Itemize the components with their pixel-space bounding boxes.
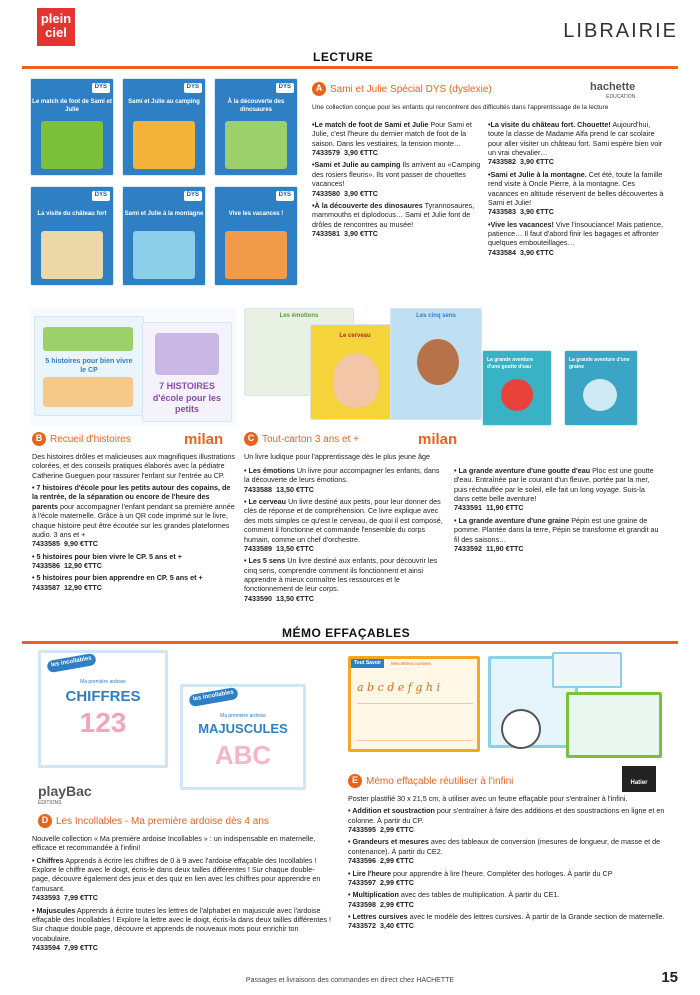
product-item — [32, 856, 332, 903]
product-name: •Le match de foot de Sami et Julie — [312, 120, 429, 129]
product-price: 3,90 €TTC — [519, 247, 554, 257]
book-cover-title: Les cinq sens — [416, 313, 456, 319]
section-c-col1 — [244, 466, 444, 606]
incollables-badge: les incollables — [188, 687, 238, 707]
poster-cursive — [348, 656, 480, 752]
clock-illustration — [501, 709, 541, 749]
product-price: 7,99 €TTC — [63, 893, 98, 903]
product-ref: 7433585 — [32, 539, 60, 549]
book-cover-title: Le match de foot de Sami et Julie — [32, 99, 112, 113]
tout-carton-covers — [244, 308, 662, 428]
product-price: 3,90 €TTC — [519, 207, 554, 217]
section-e-title: Mémo effaçable réutiliser à l'infini — [366, 775, 514, 787]
section-c-heading — [244, 432, 359, 446]
book-cover-title: La grande aventure d'une graine — [569, 357, 630, 370]
product-desc: pour s'entraîner à faire des additions et des soustractions en ligne et en colonne. À partir du CP. — [348, 806, 665, 825]
page-title: LIBRAIRIE — [563, 20, 678, 42]
product-ref: 7433598 — [348, 899, 376, 909]
product-price: 13,50 €TTC — [275, 484, 314, 494]
product-item — [312, 201, 482, 238]
product-item — [244, 466, 444, 494]
publisher-logo-milan: milan — [184, 431, 224, 448]
section-d-title: Les Incollables - Ma première ardoise dès 4 ans — [56, 815, 269, 827]
product-ref: 7433581 — [312, 228, 340, 238]
product-item — [348, 890, 666, 909]
book-cover-title: Sami et Julie à la montagne — [124, 211, 204, 217]
product-name: • Lire l'heure — [348, 868, 391, 878]
section-letter: C — [244, 432, 258, 446]
publisher-logo-hachette — [590, 80, 635, 101]
product-item — [348, 806, 666, 834]
cover-subtitle: Ma première ardoise — [220, 713, 266, 719]
product-desc: Ils arrivent au «Camping des rosiers fleuris». Ils vont passer de chouettes vacances! — [312, 160, 481, 189]
book-cover-a6 — [214, 186, 298, 286]
publisher-logo-playbac — [38, 782, 92, 807]
product-ref: 7433590 — [244, 593, 272, 603]
section-b-heading — [32, 432, 131, 446]
playbac-sub: ÉDITIONS — [38, 800, 62, 807]
product-item — [348, 912, 666, 931]
product-desc: Apprends à écrire toutes les lettres de l'alphabet en majuscule avec l'ardoise effaçable des Incollables ! Explore la lettre avec le doigt, écris-la dans deux tailles différentes ! Sur chaque double page, découvre et apprends de nouveaux mots pour enrichir ton vocabulaire. — [32, 905, 331, 943]
brand-logo-line1: plein — [40, 11, 72, 26]
publisher-logo-milan: milan — [418, 431, 458, 448]
book-cover-a1 — [30, 78, 114, 176]
cover-illustration — [501, 379, 533, 411]
poster-banner: Tout Savoir — [351, 659, 384, 668]
product-name: • Chiffres — [32, 855, 64, 865]
product-item — [312, 120, 482, 157]
product-name: • La grande aventure d'une goutte d'eau — [454, 466, 591, 475]
poster-addition — [552, 652, 622, 688]
cover-illustration — [225, 121, 287, 169]
section-letter: B — [32, 432, 46, 446]
product-price: 11,90 €TTC — [485, 503, 524, 513]
product-ref: 7433582 — [488, 157, 516, 167]
product-desc: avec le modèle des lettres cursives. À partir de la Grande section de maternelle. — [407, 911, 665, 921]
product-desc: pour accompagner l'enfant pendant sa première année à l'école maternelle. Grâce à un QR code imprimé sur le livre, chaque histoire peut être écoutée sur les grandes plateformes audio. 3 ans et + — [32, 501, 235, 539]
product-name: • Multiplication — [348, 890, 399, 900]
cover-illustration — [133, 121, 195, 169]
dys-badge: DYS — [92, 191, 110, 201]
section-divider — [22, 66, 678, 69]
section-c-col2 — [454, 466, 660, 556]
product-price: 2,99 €TTC — [379, 856, 414, 866]
product-item — [32, 573, 236, 592]
cover-illustration — [155, 333, 219, 375]
section-a-title: Sami et Julie Spécial DYS (dyslexie) — [330, 83, 492, 95]
product-name: •La visite du château fort. Chouette! — [488, 120, 611, 129]
section-b-title: Recueil d'histoires — [50, 433, 131, 445]
book-cover-title: La visite du château fort — [37, 211, 107, 217]
memo-posters — [348, 652, 678, 762]
book-cover-a2 — [122, 78, 206, 176]
dys-badge: DYS — [276, 191, 294, 201]
section-b-text — [32, 452, 236, 595]
product-ref: 7433572 — [348, 921, 376, 931]
section-title-lecture: LECTURE — [313, 50, 374, 64]
brand-logo — [37, 8, 75, 46]
book-cover-title: La grande aventure d'une goutte d'eau — [487, 357, 534, 370]
writing-lines — [357, 703, 473, 741]
product-ref: 7433584 — [488, 247, 516, 257]
product-price: 3,90 €TTC — [343, 228, 378, 238]
product-desc: Apprends à écrire les chiffres de 0 à 9 avec l'ardoise effaçable des Incollables ! Explore le chiffre avec le doigt, écris-le dans deux tailles différentes ! Sur chaque double-page, découvre également des jeux et des quiz en lien avec les chiffres pour apprendre en t'amusant. — [32, 855, 321, 893]
product-price: 13,50 €TTC — [275, 593, 314, 603]
cover-letters: ABC — [214, 740, 272, 770]
product-ref: 7433596 — [348, 856, 376, 866]
product-ref: 7433591 — [454, 503, 482, 513]
book-cover-c2 — [310, 324, 400, 420]
cover-illustration — [43, 327, 133, 351]
product-item — [32, 906, 332, 953]
product-desc: Vive l'insouciance! Mais patience, patience… Il faut d'abord finir les bagages et affronter quelques embouteillages… — [488, 219, 664, 248]
product-name: •Sami et Julie au camping — [312, 160, 401, 170]
cover-numbers: 123 — [79, 707, 127, 738]
book-cover-title: Sami et Julie au camping — [128, 99, 200, 105]
product-price: 2,99 €TTC — [379, 877, 414, 887]
cover-illustration — [43, 377, 133, 407]
product-item — [32, 552, 236, 571]
section-a-col2 — [488, 120, 664, 260]
product-desc: Ploc est une goutte d'eau. Entraînée par le courant d'un fleuve, portée par la mer, puis réchauffée par le soleil, elle fait un long voyage. Suis-la dans cette belle aventure! — [454, 466, 654, 504]
cover-main-title: CHIFFRES — [65, 688, 141, 705]
book-cover-b2 — [142, 322, 232, 422]
book-cover-d2 — [180, 684, 306, 790]
product-price: 13,50 €TTC — [275, 543, 314, 553]
book-cover-title: À la découverte des dinosaures — [227, 99, 285, 113]
book-cover-title: Le cerveau — [339, 333, 371, 339]
hachette-name: hachette — [590, 81, 636, 93]
publisher-logo-hatier: Hatier — [622, 766, 656, 792]
cover-main-title: MAJUSCULES — [198, 721, 288, 736]
section-d-heading — [38, 814, 269, 828]
dys-badge: DYS — [184, 191, 202, 201]
product-price: 3,40 €TTC — [379, 921, 414, 931]
section-a-heading — [312, 82, 492, 96]
cover-illustration — [133, 231, 195, 279]
book-cover-c5 — [564, 350, 638, 426]
book-cover-c3 — [390, 308, 482, 420]
section-a-col1 — [312, 120, 482, 241]
section-letter: A — [312, 82, 326, 96]
section-title-memo: MÉMO EFFAÇABLES — [282, 626, 411, 640]
product-price: 3,90 €TTC — [343, 188, 378, 198]
product-item — [348, 869, 666, 888]
footer-note: Passages et livraisons des commandes en direct chez HACHETTE — [245, 976, 455, 984]
product-item — [244, 556, 444, 603]
product-item — [454, 466, 660, 513]
product-ref: 7433587 — [32, 582, 60, 592]
product-name: • 5 histoires pour bien vivre le CP. 5 ans et + — [32, 551, 182, 561]
product-desc: Pour Sami et Julie, c'est l'heure du dernier match de foot de la saison. Dans les vestiaires, la tension monte… — [312, 120, 472, 148]
brand-logo-line2: ciel — [45, 25, 67, 40]
product-ref: 7433580 — [312, 188, 340, 198]
book-cover-c4 — [482, 350, 552, 426]
product-name: • Lettres cursives — [348, 911, 408, 921]
product-ref: 7433593 — [32, 893, 60, 903]
incollables-badge: les incollables — [46, 653, 96, 673]
product-name: •Vive les vacances! — [488, 219, 554, 229]
book-cover-title: 5 histoires pour bien vivre le CP — [45, 358, 133, 375]
section-letter: D — [38, 814, 52, 828]
product-name: • 5 histoires pour bien apprendre en CP. 5 ans et + — [32, 573, 203, 583]
product-desc: Un livre destiné aux enfants, pour découvrir les cinq sens, comprendre comment ils fonctionnent et ainsi apprendre à mieux connaître les ressources et le fonctionnement de leur corps. — [244, 556, 438, 594]
section-letter: E — [348, 774, 362, 788]
product-name: • Grandeurs et mesures — [348, 837, 429, 847]
product-price: 3,90 €TTC — [343, 148, 378, 158]
product-price: 12,90 €TTC — [63, 582, 102, 592]
book-cover-a3 — [214, 78, 298, 176]
dys-badge: DYS — [276, 83, 294, 93]
cover-illustration — [41, 231, 103, 279]
product-ref: 7433586 — [32, 560, 60, 570]
product-ref: 7433589 — [244, 543, 272, 553]
product-price: 7,99 €TTC — [63, 942, 98, 952]
product-desc: avec des tableaux de conversion (mesures de longueur, de masse et de contenance). À partir du CE2. — [348, 837, 661, 856]
dys-badge: DYS — [184, 83, 202, 93]
poster-multiplication — [566, 692, 662, 758]
product-desc: Pépin est une graine de pomme. Plantée dans la terre, Pépin se transforme et grandit au fil des saisons… — [454, 515, 659, 544]
section-e-text — [348, 794, 666, 934]
book-cover-a4 — [30, 186, 114, 286]
product-name: • Le cerveau — [244, 497, 287, 507]
product-price: 12,90 €TTC — [63, 560, 102, 570]
product-desc: Un livre pour accompagner les enfants, dans la découverte de leurs émotions. — [244, 466, 440, 485]
product-name: • Les émotions — [244, 466, 295, 475]
product-price: 9,90 €TTC — [63, 539, 98, 549]
product-desc: avec des tables de multiplication. À partir du CE1. — [398, 890, 560, 900]
product-price: 2,99 €TTC — [379, 899, 414, 909]
product-name: • Majuscules — [32, 905, 76, 915]
product-item — [488, 120, 664, 167]
page-number: 15 — [661, 968, 678, 986]
poster-title: Mes lettres cursives — [391, 661, 431, 666]
book-cover-title: 7 HISTOIRES d'école pour les petits — [152, 381, 222, 415]
section-d-intro: Nouvelle collection « Ma première ardoise Incollables » : un indispensable en maternelle, efficace et recommandée à l'infini! — [32, 834, 316, 853]
product-name: • Les 5 sens — [244, 556, 286, 566]
product-item — [32, 483, 236, 549]
product-price: 11,90 €TTC — [485, 543, 524, 553]
product-ref: 7433594 — [32, 942, 60, 952]
product-ref: 7433588 — [244, 484, 272, 494]
section-divider — [22, 641, 678, 644]
product-item — [488, 170, 664, 217]
playbac-name: playBac — [38, 783, 92, 799]
cover-illustration — [41, 121, 103, 169]
book-cover-d1 — [38, 650, 168, 768]
product-ref: 7433597 — [348, 877, 376, 887]
recueil-covers — [30, 308, 236, 426]
section-b-intro: Des histoires drôles et malicieuses aux magnifiques illustrations colorées, et des conseils pratiques élaborés avec la pédiatre Catherine Gueguen pour rassurer l'enfant sur l'entrée au CP. — [32, 452, 235, 480]
product-item — [244, 497, 444, 553]
product-name: •Sami et Julie à la montagne. — [488, 169, 587, 179]
book-cover-a5 — [122, 186, 206, 286]
product-item — [454, 516, 660, 553]
product-ref: 7433583 — [488, 207, 516, 217]
product-desc: Aujourd'hui, toute la classe de Madame Alfa prend le car scolaire pour aller visiter un château fort. Sami espère bien voir un vrai chevalier… — [488, 120, 663, 158]
product-name: • La grande aventure d'une graine — [454, 515, 570, 525]
product-desc: pour apprendre à lire l'heure. Compléter des horloges. À partir du CP — [390, 868, 613, 878]
incollables-covers — [30, 650, 330, 800]
dys-badge: DYS — [92, 83, 110, 93]
product-item — [348, 837, 666, 865]
hachette-sub: ÉDUCATION — [606, 94, 636, 101]
cover-illustration — [583, 379, 617, 411]
product-desc: Tyrannosaures, mammouths et diplodocus… Sami et Julie font de drôles de rencontres au musée! — [312, 200, 475, 229]
book-cover-title: Les émotions — [279, 313, 319, 319]
product-ref: 7433595 — [348, 825, 376, 835]
product-ref: 7433592 — [454, 543, 482, 553]
cover-illustration — [225, 231, 287, 279]
sami-julie-covers — [30, 78, 302, 296]
section-e-intro: Poster plastifié 30 x 21,5 cm, à utiliser avec un feutre effaçable pour s'entraîner à l'infini. — [348, 794, 628, 803]
poster-writing: a b c d e f g h i — [357, 681, 440, 694]
product-name: • 7 histoires d'école pour les petits autour des copains, de la rentrée, de la séparation ou encore de l'heure des parents — [32, 483, 231, 511]
product-price: 2,99 €TTC — [379, 825, 414, 835]
section-a-intro: Une collection conçue pour les enfants qui rencontrent des difficultés dans l'apprentissage de la lecture — [312, 104, 609, 111]
section-c-intro: Un livre ludique pour l'apprentissage dès le plus jeune âge — [244, 452, 430, 461]
book-cover-title: Vive les vacances ! — [228, 211, 284, 217]
section-d-text — [32, 834, 332, 955]
product-name: •À la découverte des dinosaures — [312, 200, 423, 210]
product-ref: 7433579 — [312, 148, 340, 158]
product-desc: Un livre destiné aux petits, pour leur donner des clés de réponse et de compréhension. Ce livre explique avec des mots simples ce qu'est le cerveau, de quoi il est composé, comment il fonctionne et commande l'ensemble du corps humain, comme un chef d'orchestre. — [244, 497, 443, 544]
product-desc: Cet été, toute la famille rend visite à Oncle Pierre, à la montagne. Ces vacances en altitude réservent de belles découvertes à Sami et Julie! — [488, 169, 664, 207]
product-item — [312, 160, 482, 197]
section-e-heading — [348, 774, 513, 788]
cover-subtitle: Ma première ardoise — [80, 679, 126, 685]
product-name: • Addition et soustraction — [348, 806, 435, 816]
product-price: 3,90 €TTC — [519, 157, 554, 167]
cover-illustration — [417, 339, 459, 385]
product-item — [488, 220, 664, 257]
cover-illustration — [333, 353, 379, 407]
section-c-title: Tout-carton 3 ans et + — [262, 433, 360, 445]
book-cover-b1 — [34, 316, 144, 416]
